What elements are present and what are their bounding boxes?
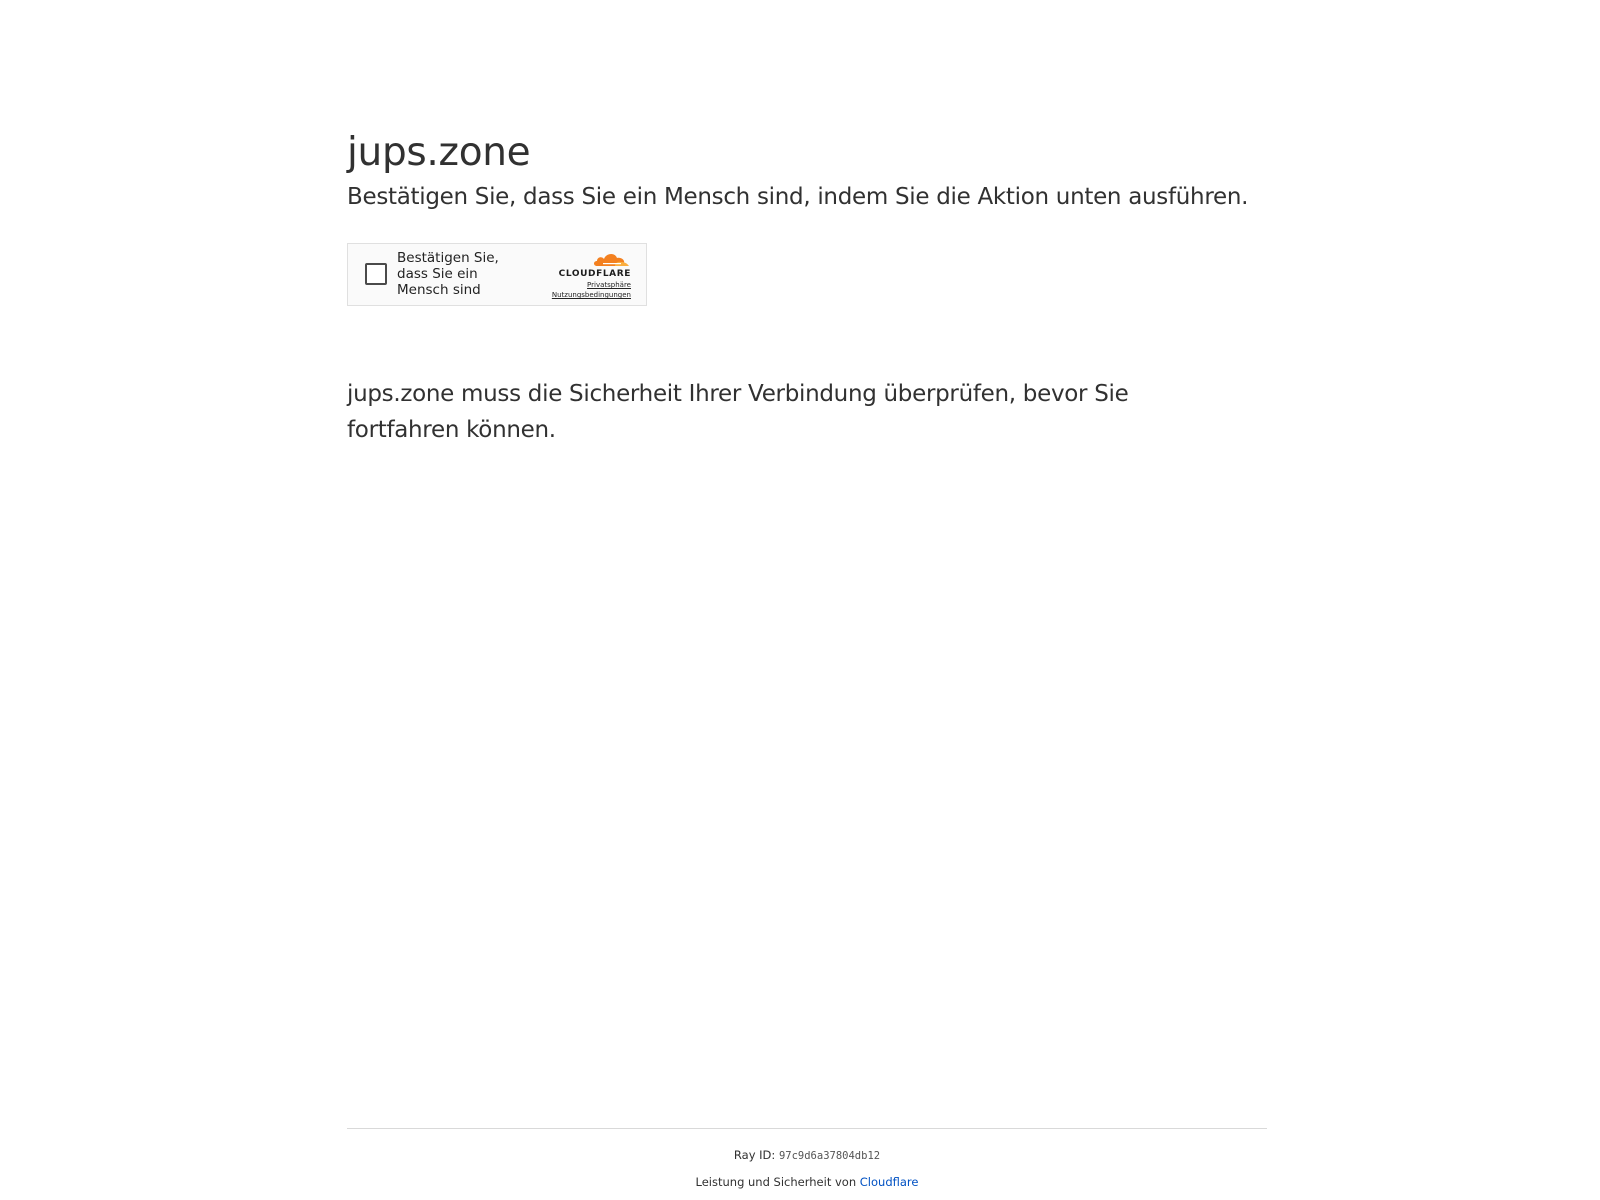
main-content (347, 130, 1267, 471)
human-verification-checkbox[interactable] (365, 263, 387, 285)
performance-text: Leistung und Sicherheit von (695, 1175, 857, 1189)
cloudflare-branding (552, 250, 631, 300)
challenge-subtitle: Bestätigen Sie, dass Sie ein Mensch sind, indem Sie die Aktion unten ausführen. (347, 183, 1249, 210)
ray-id-line (347, 1147, 1267, 1164)
cloudflare-cloud-icon (591, 250, 631, 268)
privacy-link[interactable]: Privatsphäre (587, 280, 631, 289)
site-domain-title: jups.zone (347, 130, 531, 175)
performance-line (347, 1174, 1267, 1190)
ray-id-value: 97c9d6a37804db12 (778, 1150, 881, 1162)
ray-id-label: Ray ID: (733, 1148, 776, 1162)
security-description: jups.zone muss die Sicherheit Ihrer Verbindung überprüfen, bevor Sie fortfahren können. (347, 380, 1129, 443)
turnstile-widget (347, 243, 647, 306)
footer (347, 1128, 1267, 1190)
terms-link[interactable]: Nutzungsbedingungen (551, 290, 631, 299)
cloudflare-footer-link[interactable]: Cloudflare (859, 1175, 919, 1189)
checkbox-label: Bestätigen Sie, dass Sie ein Mensch sind (397, 250, 499, 299)
cloudflare-wordmark: CLOUDFLARE (558, 268, 631, 279)
